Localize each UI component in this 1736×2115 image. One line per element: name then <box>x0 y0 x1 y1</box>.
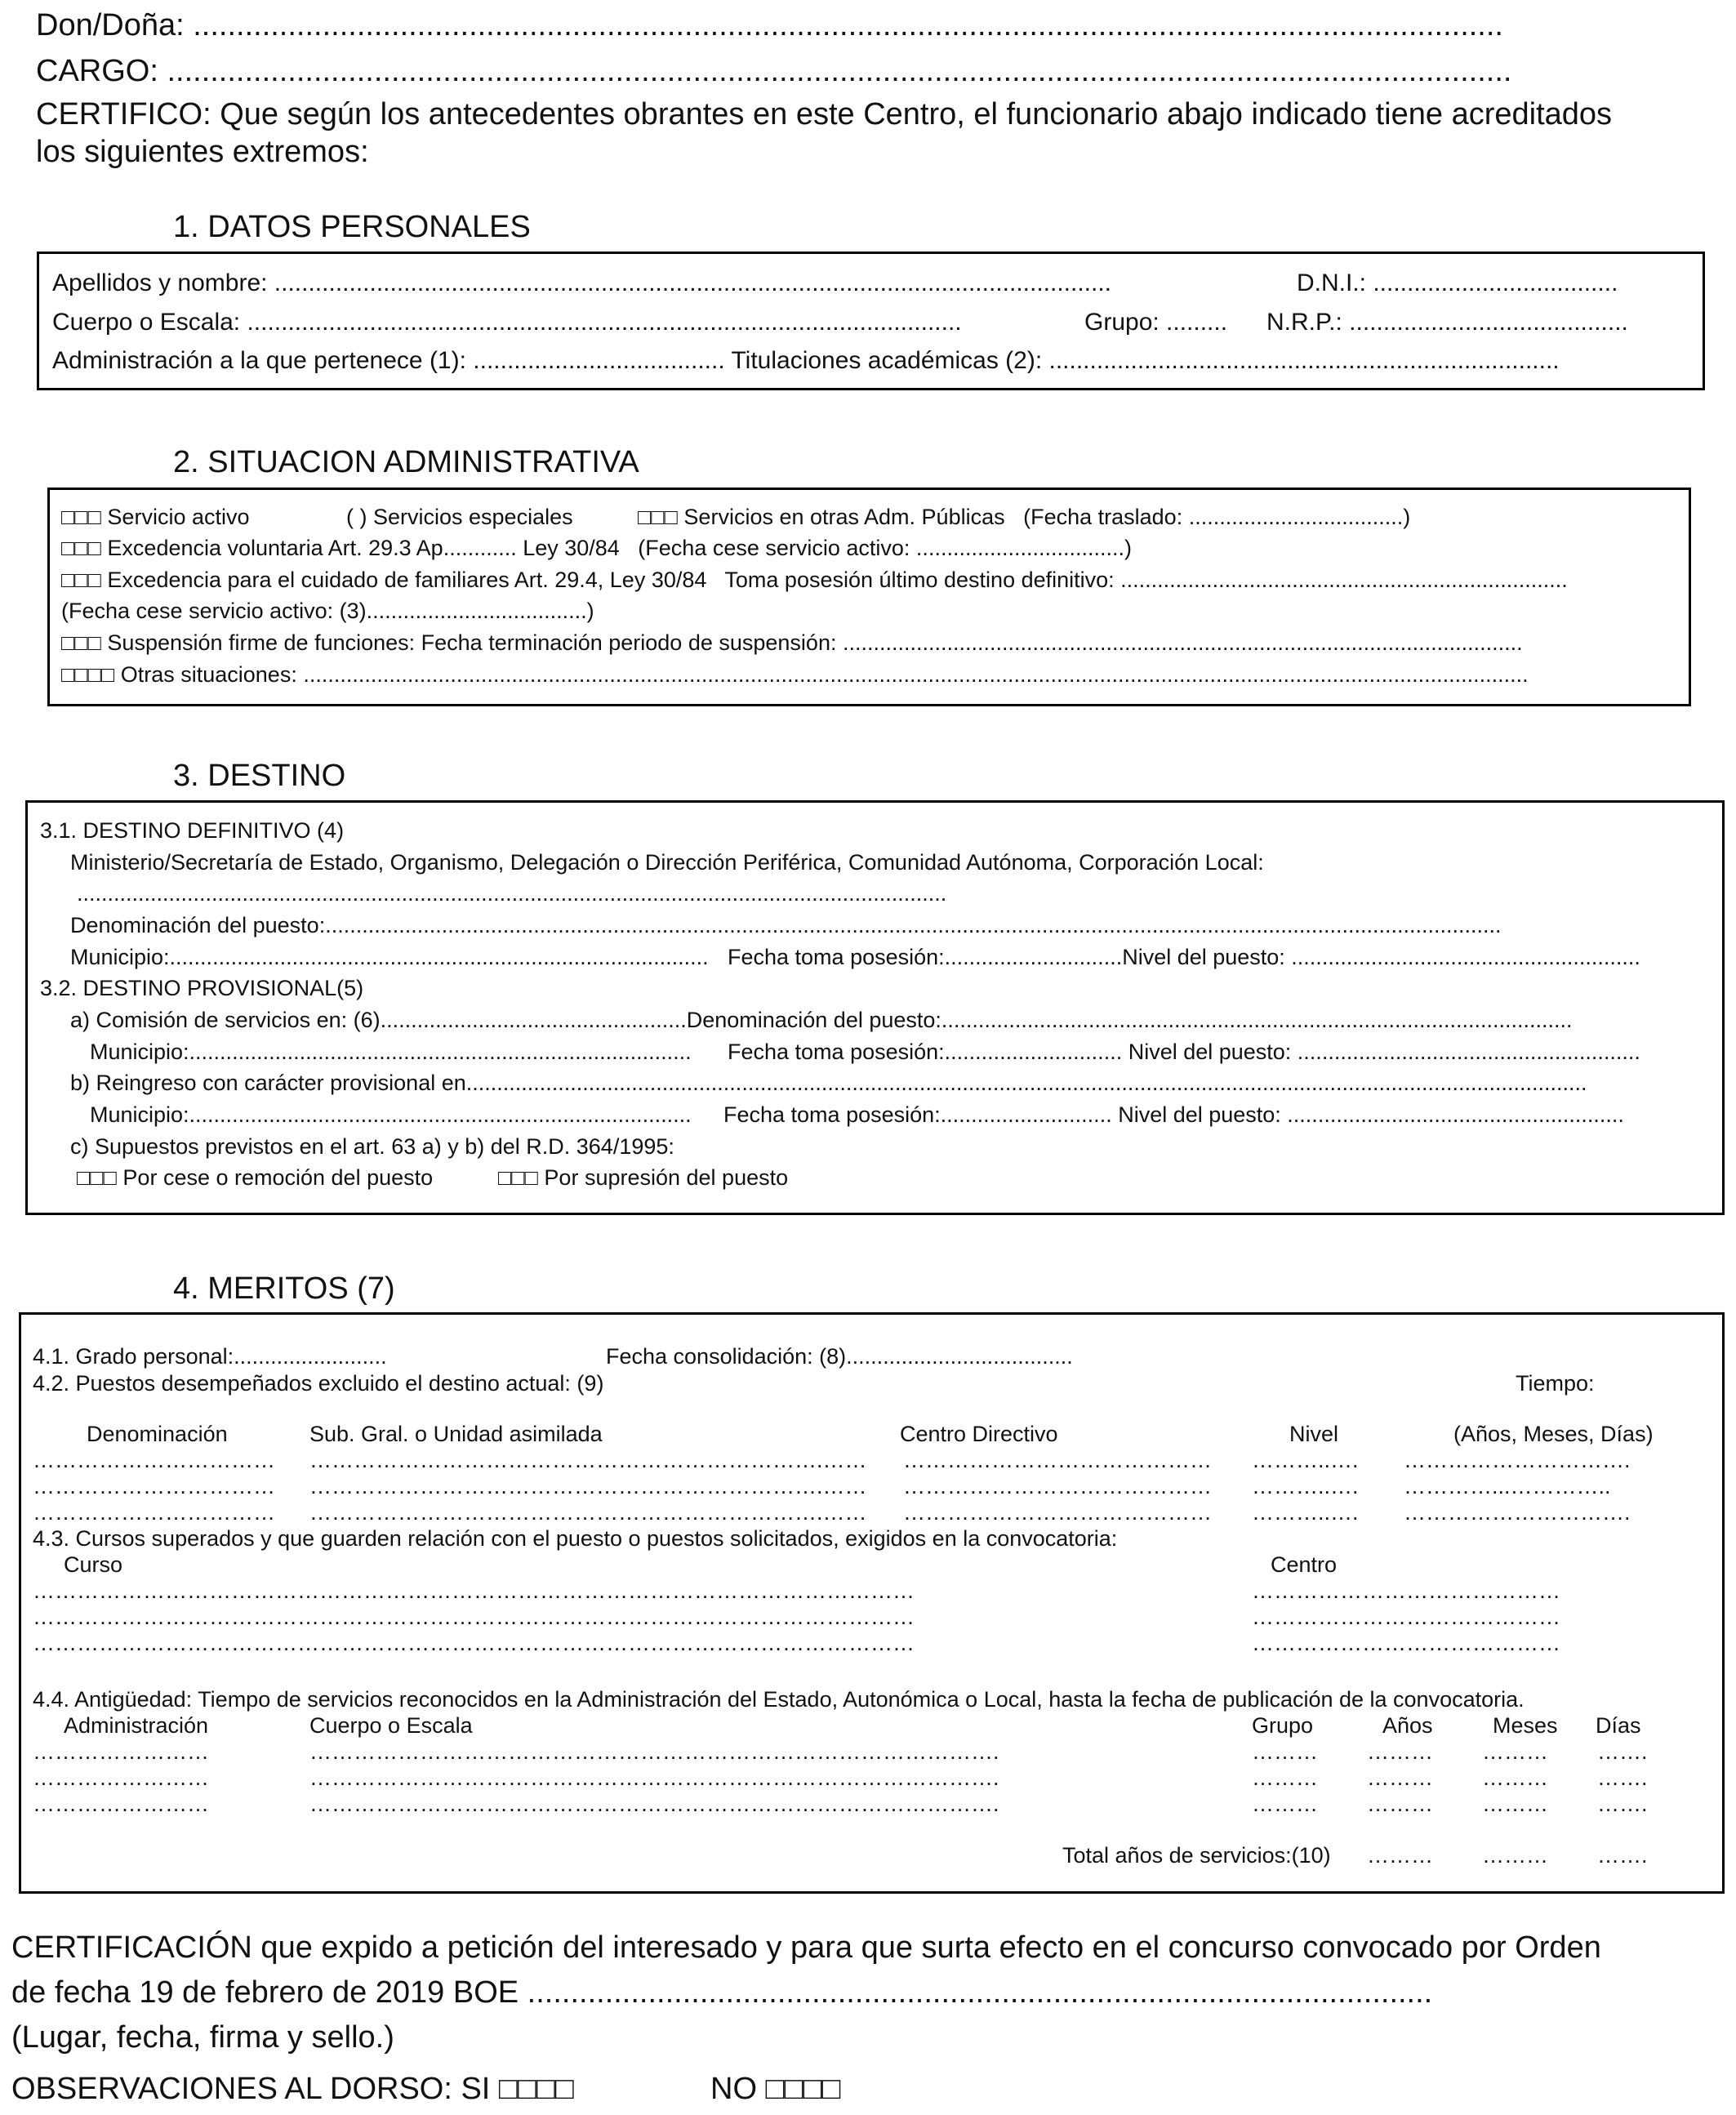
table-row <box>21 1791 1722 1822</box>
don-line[interactable]: Don/Doña: ........................................................................................................................................................ <box>36 8 1503 42</box>
puesto-nivel-cell[interactable]: ………..…. <box>1252 1448 1359 1472</box>
fecha-consolidacion-field[interactable]: Fecha consolidación: (8)..................................... <box>606 1344 1073 1369</box>
col-header-denominacion: Denominación <box>87 1422 228 1446</box>
antiguedad-cuerpo-cell[interactable]: …………………………………………………………………………………. <box>309 1739 999 1764</box>
municipio-comision-field[interactable]: Municipio:.................................................................................. <box>90 1040 692 1064</box>
curso-cell[interactable]: ………………………………………………………………………………………………………… <box>33 1631 915 1655</box>
antiguedad-admin-cell[interactable]: …………………… <box>33 1739 209 1764</box>
antiguedad-dias-cell[interactable]: ……. <box>1597 1765 1648 1790</box>
antiguedad-dias-cell[interactable]: ……. <box>1597 1792 1648 1816</box>
col-header-centro-directivo: Centro Directivo <box>900 1422 1058 1446</box>
antiguedad-anos-cell[interactable]: ……… <box>1367 1765 1433 1790</box>
antiguedad-grupo-cell[interactable]: ……… <box>1252 1739 1318 1764</box>
curso-centro-cell[interactable]: …………………………………… <box>1252 1631 1560 1655</box>
puesto-nivel-cell[interactable]: ………..…. <box>1252 1500 1359 1525</box>
curso-cell[interactable]: ………………………………………………………………………………………………………… <box>33 1578 915 1603</box>
antiguedad-cuerpo-cell[interactable]: …………………………………………………………………………………. <box>309 1765 999 1790</box>
total-meses-field[interactable]: ……… <box>1482 1843 1548 1868</box>
col-header-meses: Meses <box>1493 1713 1558 1738</box>
puesto-centro-cell[interactable]: …………………………………… <box>903 1474 1212 1498</box>
lugar-fecha-firma-label: (Lugar, fecha, firma y sello.) <box>11 2020 394 2055</box>
antiguedad-label: 4.4. Antigüedad: Tiempo de servicios reconocidos en la Administración del Estado, Autonómica o Local, hasta la fecha de publicación de la convocatoria. <box>33 1687 1525 1712</box>
col-header-cuerpo: Cuerpo o Escala <box>309 1713 473 1738</box>
puestos-desempenados-label: 4.2. Puestos desempeñados excluido el destino actual: (9) <box>33 1371 604 1396</box>
antiguedad-grupo-cell[interactable]: ……… <box>1252 1792 1318 1816</box>
fecha-cese-field[interactable]: (Fecha cese servicio activo: (3)....................................) <box>61 599 594 623</box>
nrp-field[interactable]: N.R.P.: ......................................... <box>1266 309 1628 336</box>
col-header-nivel: Nivel <box>1289 1422 1339 1446</box>
puesto-denominacion-cell[interactable]: …………………………… <box>33 1474 275 1498</box>
cursos-label: 4.3. Cursos superados y que guarden relación con el puesto o puestos solicitados, exigidos en la convocatoria: <box>33 1526 1118 1551</box>
antiguedad-grupo-cell[interactable]: ……… <box>1252 1765 1318 1790</box>
puesto-denominacion-cell[interactable]: …………………………… <box>33 1500 275 1525</box>
cargo-line[interactable]: CARGO: ............................................................................................................................................................ <box>36 54 1512 88</box>
col-header-grupo: Grupo <box>1252 1713 1314 1738</box>
puesto-subgral-cell[interactable]: …………………………………………………………….…… <box>309 1500 867 1525</box>
meritos-box <box>19 1312 1725 1894</box>
antiguedad-anos-cell[interactable]: ……… <box>1367 1792 1433 1816</box>
grado-personal-field[interactable]: 4.1. Grado personal:......................... <box>33 1344 387 1369</box>
antiguedad-meses-cell[interactable]: ……… <box>1482 1739 1548 1764</box>
apellidos-field[interactable]: Apellidos y nombre: ........................................................................................................................... <box>52 269 1112 296</box>
observaciones-si-option[interactable]: OBSERVACIONES AL DORSO: SI □□□□ <box>11 2072 574 2106</box>
antiguedad-meses-cell[interactable]: ……… <box>1482 1765 1548 1790</box>
dni-field[interactable]: D.N.I.: .................................... <box>1297 269 1618 296</box>
total-anos-field[interactable]: ……… <box>1367 1843 1433 1868</box>
destino-provisional-heading: 3.2. DESTINO PROVISIONAL(5) <box>40 976 364 1000</box>
certificacion-text: CERTIFICACIÓN que expido a petición del interesado y para que surta efecto en el concurso convocado por Orden <box>11 1930 1601 1965</box>
ministerio-field[interactable]: .............................................................................................................................................. <box>77 881 947 906</box>
antiguedad-admin-cell[interactable]: …………………… <box>33 1765 209 1790</box>
puesto-nivel-cell[interactable]: ………..…. <box>1252 1474 1359 1498</box>
fecha-toma-comision-field[interactable]: Fecha toma posesión:............................. Nivel del puesto: ........................................................ <box>728 1040 1640 1064</box>
cuerpo-field[interactable]: Cuerpo o Escala: ......................................................................................................... <box>52 309 962 336</box>
fecha-toma-reingreso-field[interactable]: Fecha toma posesión:............................ Nivel del puesto: ....................................................... <box>723 1102 1624 1127</box>
col-header-centro: Centro <box>1271 1552 1338 1577</box>
col-header-curso: Curso <box>64 1552 123 1577</box>
total-servicios-label: Total años de servicios:(10) <box>1062 1843 1331 1868</box>
antiguedad-cuerpo-cell[interactable]: …………………………………………………………………………………. <box>309 1792 999 1816</box>
puesto-tiempo-cell[interactable]: …………………………. <box>1404 1448 1631 1472</box>
antiguedad-admin-cell[interactable]: …………………… <box>33 1792 209 1816</box>
destino-definitivo-heading: 3.1. DESTINO DEFINITIVO (4) <box>40 818 345 843</box>
total-dias-field[interactable]: ……. <box>1597 1843 1648 1868</box>
certifico-text: CERTIFICO: Que según los antecedentes obrantes en este Centro, el funcionario abajo indicado tiene acreditados <box>36 97 1613 131</box>
puesto-denominacion-cell[interactable]: …………………………… <box>33 1448 275 1472</box>
antiguedad-dias-cell[interactable]: ……. <box>1597 1739 1648 1764</box>
puesto-subgral-cell[interactable]: …………………………………………………………….…… <box>309 1448 867 1472</box>
por-supresion-option[interactable]: □□□ Por supresión del puesto <box>498 1165 789 1190</box>
comision-servicios-field[interactable]: a) Comisión de servicios en: (6)..................................................Denominación del puesto:....................................................................................................... <box>70 1008 1573 1032</box>
otras-adm-publicas-option[interactable]: □□□ Servicios en otras Adm. Públicas (Fecha traslado: ...................................) <box>638 505 1411 529</box>
situacion-administrativa-box <box>47 488 1691 706</box>
col-header-tiempo: (Años, Meses, Días) <box>1453 1422 1654 1446</box>
curso-cell[interactable]: ………………………………………………………………………………………………………… <box>33 1605 915 1629</box>
section-title-situacion-administrativa: 2. SITUACION ADMINISTRATIVA <box>173 445 639 479</box>
puesto-centro-cell[interactable]: …………………………………… <box>903 1500 1212 1525</box>
section-title-destino: 3. DESTINO <box>173 759 346 793</box>
puesto-centro-cell[interactable]: …………………………………… <box>903 1448 1212 1472</box>
servicios-especiales-option[interactable]: ( ) Servicios especiales <box>346 505 573 529</box>
supuestos-label: c) Supuestos previstos en el art. 63 a) y b) del R.D. 364/1995: <box>70 1134 674 1159</box>
reingreso-provisional-field[interactable]: b) Reingreso con carácter provisional en....................................................................................................................................................................................... <box>70 1071 1587 1095</box>
ministerio-label: Ministerio/Secretaría de Estado, Organismo, Delegación o Dirección Periférica, Comunidad Autónoma, Corporación Local: <box>70 850 1264 875</box>
curso-centro-cell[interactable]: …………………………………… <box>1252 1605 1560 1629</box>
col-header-administracion: Administración <box>64 1713 209 1738</box>
suspension-option[interactable]: □□□ Suspensión firme de funciones: Fecha terminación periodo de suspensión: ............................................................................................................... <box>61 630 1523 655</box>
certificacion-boe-field[interactable]: de fecha 19 de febrero de 2019 BOE ......................................................................................................... <box>11 1975 1433 2010</box>
section-title-datos-personales: 1. DATOS PERSONALES <box>173 210 531 244</box>
antiguedad-meses-cell[interactable]: ……… <box>1482 1792 1548 1816</box>
destino-box <box>25 800 1725 1215</box>
col-header-sub-gral: Sub. Gral. o Unidad asimilada <box>309 1422 603 1446</box>
excedencia-voluntaria-option[interactable]: □□□ Excedencia voluntaria Art. 29.3 Ap............ Ley 30/84 (Fecha cese servicio activo: ..................................) <box>61 536 1132 560</box>
antiguedad-anos-cell[interactable]: ……… <box>1367 1739 1433 1764</box>
certifico-text-cont: los siguientes extremos: <box>36 135 369 169</box>
puesto-subgral-cell[interactable]: …………………………………………………………….…… <box>309 1474 867 1498</box>
curso-centro-cell[interactable]: …………………………………… <box>1252 1578 1560 1603</box>
excedencia-cuidado-option[interactable]: □□□ Excedencia para el cuidado de familiares Art. 29.4, Ley 30/84 Toma posesión último destino definitivo: ......................................................................... <box>61 568 1568 592</box>
fecha-toma-nivel-field[interactable]: Fecha toma posesión:.............................Nivel del puesto: ......................................................... <box>728 945 1640 969</box>
puesto-tiempo-cell[interactable]: …………...………….. <box>1404 1474 1611 1498</box>
tiempo-label: Tiempo: <box>1516 1371 1595 1396</box>
col-header-anos: Años <box>1382 1713 1433 1738</box>
municipio-field[interactable]: Municipio:........................................................................................ <box>70 945 709 969</box>
puesto-tiempo-cell[interactable]: …………………………. <box>1404 1500 1631 1525</box>
por-cese-option[interactable]: □□□ Por cese o remoción del puesto <box>77 1165 434 1190</box>
otras-situaciones-option[interactable]: □□□□ Otras situaciones: ........................................................................................................................................................................................................ <box>61 662 1529 687</box>
grupo-field[interactable]: Grupo: ......... <box>1084 309 1228 336</box>
datos-personales-box <box>37 252 1705 390</box>
municipio-reingreso-field[interactable]: Municipio:.................................................................................. <box>90 1102 692 1127</box>
administracion-titulaciones-field[interactable]: Administración a la que pertenece (1): ..................................... Titulaciones académicas (2): ........................................................................... <box>52 347 1560 374</box>
denominacion-puesto-field[interactable]: Denominación del puesto:................................................................................................................................................................................................ <box>70 913 1502 937</box>
observaciones-no-option[interactable]: NO □□□□ <box>710 2072 841 2106</box>
servicio-activo-option[interactable]: □□□ Servicio activo <box>61 505 250 529</box>
col-header-dias: Días <box>1596 1713 1641 1738</box>
list-item <box>21 1630 1722 1661</box>
section-title-meritos: 4. MERITOS (7) <box>173 1271 395 1306</box>
